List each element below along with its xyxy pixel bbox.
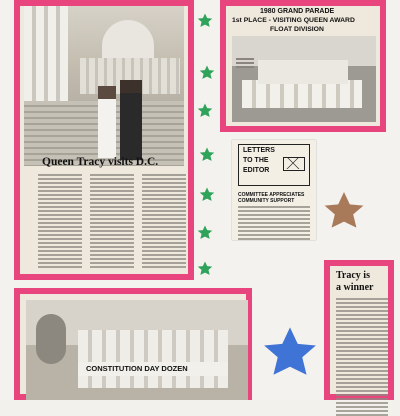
header-line-2: 1st PLACE - VISITING QUEEN AWARD — [232, 17, 355, 24]
header-line-3: FLOAT DIVISION — [270, 26, 324, 33]
green-star-5 — [198, 186, 216, 204]
flag — [236, 56, 254, 68]
copper-star — [320, 188, 368, 236]
left-headline: Queen Tracy visits D.C. — [42, 156, 159, 168]
capitol-photo — [24, 6, 184, 166]
green-star-1 — [196, 12, 214, 30]
letters-title-line2: TO THE — [243, 157, 269, 164]
bottom-float-clipping — [14, 288, 252, 400]
left-columns — [24, 6, 68, 101]
float-photo — [26, 300, 248, 400]
winner-headline-line2: a winner — [336, 282, 374, 293]
float-structure — [78, 330, 228, 388]
green-star-6 — [196, 224, 214, 242]
left-news-clipping — [14, 0, 194, 280]
man-figure — [120, 80, 142, 160]
committee-title-line1: COMMITTEE APPRECIATES — [238, 192, 305, 198]
float-base — [242, 80, 362, 108]
winner-clipping — [324, 260, 394, 400]
green-star-7 — [196, 260, 214, 278]
top-right-clipping — [220, 0, 386, 132]
letters-clipping — [232, 140, 316, 240]
letters-title-line3: EDITOR — [243, 167, 270, 174]
envelope-flap — [283, 157, 303, 169]
parade-float-photo — [232, 36, 376, 122]
left-column-text-3 — [142, 174, 186, 268]
tree-left — [36, 314, 66, 364]
left-column-text-1 — [38, 174, 82, 268]
letters-title-line1: LETTERS — [243, 147, 275, 154]
float-banner-text: CONSTITUTION DAY DOZEN — [86, 364, 188, 373]
float-banner — [78, 362, 228, 376]
green-star-4 — [198, 146, 216, 164]
capitol-dome — [102, 20, 154, 62]
left-column-text-2 — [90, 174, 134, 268]
committee-title-line2: COMMUNITY SUPPORT — [238, 198, 295, 204]
float-top — [258, 60, 348, 84]
blue-star — [258, 322, 322, 386]
winner-body-text — [336, 298, 388, 416]
header-line-1: 1980 GRAND PARADE — [260, 8, 335, 15]
green-star-2 — [198, 64, 216, 82]
green-star-3 — [196, 102, 214, 120]
committee-body-text — [238, 206, 310, 240]
woman-figure — [98, 86, 116, 158]
winner-headline-line1: Tracy is — [336, 270, 370, 281]
letters-title-box — [238, 144, 310, 186]
